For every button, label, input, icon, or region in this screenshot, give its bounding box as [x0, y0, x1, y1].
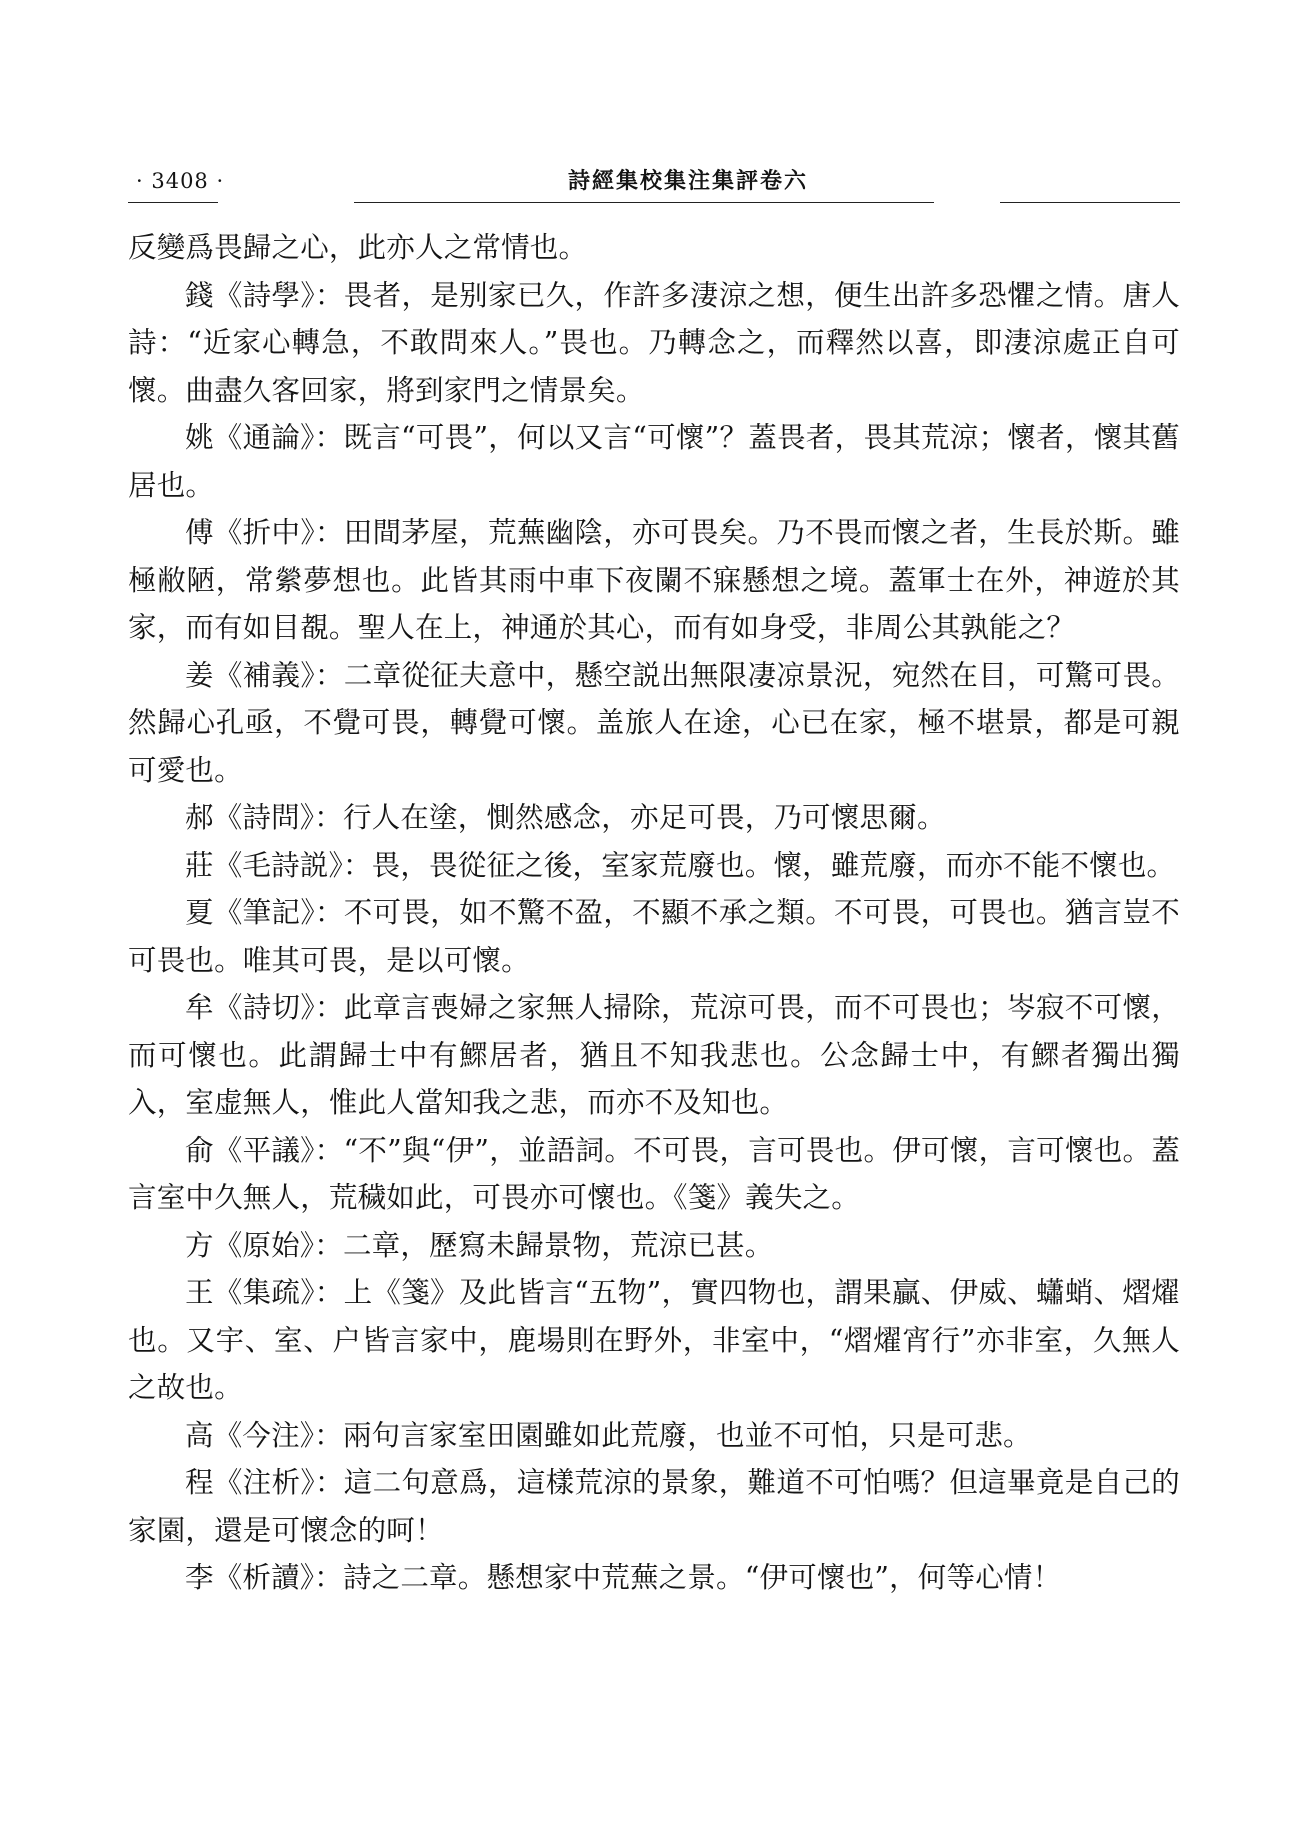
page-header — [128, 166, 1180, 206]
paragraph-fang-yuanshi: 方《原始》：二章，歷寫未歸景物，荒涼已甚。 — [185, 1228, 774, 1262]
page-number: · 3408 · — [136, 169, 225, 193]
paragraph-continuation: 反變爲畏歸之心，此亦人之常情也。 — [128, 231, 588, 264]
header-rule-right — [1000, 202, 1180, 203]
running-title: 詩經集校集注集評卷六 — [567, 168, 808, 194]
paragraph-wang-jishu: 王《集疏》：上《箋》及此皆言“五物”，實四物也，謂果贏、伊威、蠨蛸、熠燿也。又宇、室、户皆言家中，鹿場則在野外，非室中，“熠燿宵行”亦非室，久無人之故也。 — [128, 1276, 1180, 1404]
paragraph-mou-shiqie: 牟《詩切》：此章言喪婦之家無人掃除，荒涼可畏，而不可畏也；岑寂不可懷，而可懷也。此謂歸士中有鰥居者，猶且不知我悲也。公念歸士中，有鰥者獨出獨入，室虚無人，惟此人當知我之悲，而亦不及知也。 — [128, 991, 1180, 1119]
paragraph-fu-zhezhong: 傅《折中》：田間茅屋，荒蕪幽陰，亦可畏矣。乃不畏而懷之者，生長於斯。雖極敝陋，常縈夢想也。此皆其雨中車下夜闌不寐懸想之境。蓋軍士在外，神遊於其家，而有如目覩。聖人在上，神通於其心，而有如身受，非周公其孰能之？ — [128, 516, 1180, 644]
paragraph-qian-shixue: 錢《詩學》：畏者，是别家已久，作許多淒涼之想，便生出許多恐懼之情。唐人詩：“近家心轉急，不敢問來人。”畏也。乃轉念之，而釋然以喜，即淒涼處正自可懷。曲盡久客回家，將到家門之情景矣。 — [128, 278, 1180, 407]
paragraph-gao-jinzhu: 高《今注》：兩句言家室田園雖如此荒廢，也並不可怕，只是可悲。 — [185, 1418, 1032, 1452]
paragraph-cheng-zhuxi: 程《注析》：這二句意爲，這樣荒涼的景象，難道不可怕嗎？但這畢竟是自己的家園，還是可懷念的呵！ — [128, 1466, 1180, 1547]
page-body — [128, 224, 1180, 1602]
header-rule-middle — [354, 202, 934, 203]
header-rule-left — [128, 202, 218, 203]
paragraph-li-xidu: 李《析讀》：詩之二章。懸想家中荒蕪之景。“伊可懷也”，何等心情！ — [185, 1561, 1062, 1594]
paragraph-jiang-buyi: 姜《補義》：二章從征夫意中，懸空説出無限凄凉景況，宛然在目，可驚可畏。然歸心孔亟，不覺可畏，轉覺可懷。盖旅人在途，心已在家，極不堪景，都是可親可愛也。 — [128, 658, 1180, 787]
paragraph-hao-shiwen: 郝《詩問》：行人在塗，惻然感念，亦足可畏，乃可懷思爾。 — [185, 801, 946, 834]
paragraph-yu-pingyi: 俞《平議》：“不”與“伊”，並語詞。不可畏，言可畏也。伊可懷，言可懷也。蓋言室中久無人，荒穢如此，可畏亦可懷也。《箋》義失之。 — [128, 1133, 1180, 1214]
paragraph-zhuang-maoshishuo: 莊《毛詩説》：畏，畏從征之後，室家荒廢也。懷，雖荒廢，而亦不能不懷也。 — [185, 848, 1176, 882]
paragraph-xia-biji: 夏《筆記》：不可畏，如不驚不盈，不顯不承之類。不可畏，可畏也。猶言豈不可畏也。唯其可畏，是以可懷。 — [128, 896, 1180, 977]
paragraph-yao-tonglun: 姚《通論》：既言“可畏”，何以又言“可懷”？蓋畏者，畏其荒涼；懷者，懷其舊居也。 — [128, 421, 1180, 502]
